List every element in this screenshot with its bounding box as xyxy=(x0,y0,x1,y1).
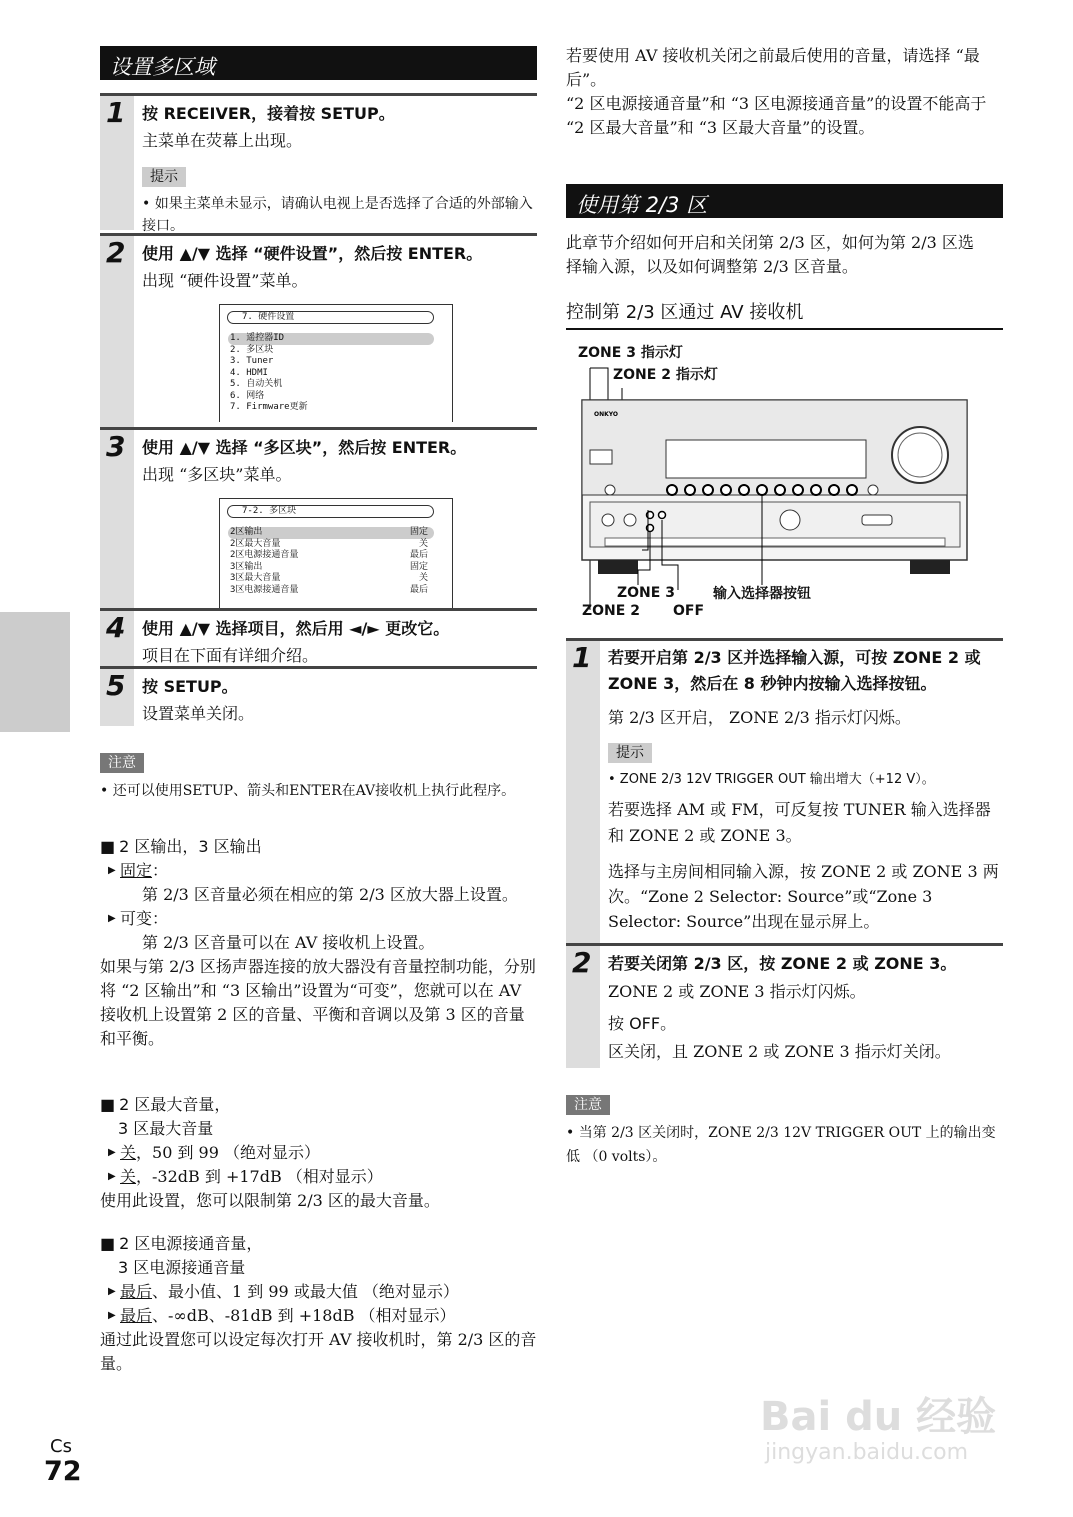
watermark-url: jingyan.baidu.com xyxy=(765,1440,969,1465)
setup-button xyxy=(868,485,878,495)
heading-power-on-volume: ■ 2 区电源接通音量， xyxy=(100,1232,537,1256)
tip-label: 提示 xyxy=(142,167,186,187)
knob-left xyxy=(602,514,614,526)
hardware-setup-menu xyxy=(219,304,453,422)
menu-item: 4. HDMI xyxy=(230,367,268,378)
menu-item: 1. 遥控器ID xyxy=(228,333,434,345)
step-heading: 按 OFF。 xyxy=(608,1014,677,1033)
section-title-multizone: 设置多区域 xyxy=(100,46,537,80)
volume-knob xyxy=(892,427,948,483)
hdmi-port xyxy=(862,515,892,525)
menu-item: 3区输出 固定 xyxy=(230,561,428,572)
zone-step-2 xyxy=(566,943,1003,1068)
menu-item: 2区输出 固定 xyxy=(228,527,434,539)
step-number: 5 xyxy=(106,669,126,702)
note-text: • 还可以使用SETUP、箭头和ENTER在AV接收机上执行此程序。 xyxy=(100,783,516,799)
step-paragraph: 选择与主房间相同输入源，按 ZONE 2 或 ZONE 3 两次。“Zone 2 Selector: Source”或“Zone 3 Selector: Source”出现在显示屏上。 xyxy=(608,862,999,931)
step-2 xyxy=(100,233,537,427)
note-text: • 当第 2/3 区关闭时，ZONE 2/3 12V TRIGGER OUT 上的输出变低 （0 volts）。 xyxy=(566,1125,996,1165)
watermark-logo: Bai du 经验 xyxy=(760,1394,997,1440)
heading-zone-output: ■ 2 区输出，3 区输出 xyxy=(100,835,537,859)
menu-item: 2区电源接通音量 最后 xyxy=(230,550,428,560)
section-title-zone23: 使用第 2/3 区 xyxy=(566,184,1003,218)
callout-zone3: ZONE 3 xyxy=(617,585,675,601)
step-heading: 使用 ▲/▼ 选择 “硬件设置”，然后按 ENTER。 xyxy=(142,244,483,263)
menu-item: 3. Tuner xyxy=(230,356,274,366)
zone-output-paragraph: 如果与第 2/3 区扬声器连接的放大器没有音量控制功能，分别将 “2 区输出”和 “3 区输出”设置为“可变”，您就可以在 AV 接收机上设置第 2 区的音量、平衡和音调以及第 3 区的音量和平衡。 xyxy=(100,957,536,1048)
receiver-front-panel-diagram xyxy=(570,360,990,620)
step-paragraph: 若要选择 AM 或 FM，可反复按 TUNER 输入选择器和 ZONE 2 或 ZONE 3。 xyxy=(608,800,991,845)
subheading-control: 控制第 2/3 区通过 AV 接收机 xyxy=(566,298,1003,330)
menu-item: 2. 多区块 xyxy=(230,344,274,355)
step-text: ZONE 2 或 ZONE 3 指示灯闪烁。 xyxy=(608,982,866,1001)
step-text: 区关闭，且 ZONE 2 或 ZONE 3 指示灯关闭。 xyxy=(608,1042,951,1061)
left-foot xyxy=(598,560,638,574)
off-button xyxy=(659,512,666,519)
option-max-rel: ▶ 关，-32dB 到 +17dB （相对显示） xyxy=(100,1165,537,1189)
callout-zone3-led: ZONE 3 指示灯 xyxy=(578,345,683,361)
step-heading: 按 SETUP。 xyxy=(142,677,238,696)
bottom-strip xyxy=(605,538,945,546)
menu-item: 3区最大音量 关 xyxy=(230,573,428,583)
step-text: 第 2/3 区开启， ZONE 2/3 指示灯闪烁。 xyxy=(608,708,911,727)
menu-item: 7. Firmware更新 xyxy=(230,402,308,412)
step-number: 3 xyxy=(106,430,126,463)
page-number: 72 xyxy=(44,1456,82,1487)
heading-max-volume-2: 3 区最大音量 xyxy=(118,1119,214,1138)
step-number: 2 xyxy=(572,946,592,979)
power-on-volume-paragraph: 通过此设置您可以设定每次打开 AV 接收机时，第 2/3 区的音量。 xyxy=(100,1330,537,1373)
menu-title: 7-2. 多区块 xyxy=(227,505,434,518)
right-foot xyxy=(910,560,950,574)
note-label: 注意 xyxy=(100,753,144,773)
intro-paragraph: 此章节介绍如何开启和关闭第 2/3 区，如何为第 2/3 区选择输入源，以及如何调整第 2/3 区音量。 xyxy=(566,233,974,276)
option-fixed: ▶ 固定： xyxy=(100,859,537,883)
power-button xyxy=(605,485,615,495)
page-side-tab xyxy=(0,612,70,732)
tip-text: • 如果主菜单未显示，请确认电视上是否选择了合适的外部输入接口。 xyxy=(142,196,533,234)
menu-item: 5. 自动关机 xyxy=(230,379,283,389)
option-power-rel: ▶ 最后、-∞dB、-81dB 到 +18dB （相对显示） xyxy=(100,1304,537,1328)
max-volume-paragraph: 使用此设置，您可以限制第 2/3 区的最大音量。 xyxy=(100,1191,440,1210)
callout-off: OFF xyxy=(673,603,705,619)
heading-power-on-volume-2: 3 区电源接通音量 xyxy=(118,1258,246,1277)
display-window xyxy=(666,440,866,478)
step-text: 设置菜单关闭。 xyxy=(142,704,255,723)
step-text: 出现 “多区块”菜单。 xyxy=(142,465,292,484)
callout-zone2-led: ZONE 2 指示灯 xyxy=(613,367,718,383)
step-number: 1 xyxy=(572,641,592,674)
cursor-pad xyxy=(780,510,800,530)
brand-logo: ONKYO xyxy=(594,411,619,418)
callout-input-selector: 输入选择器按钮 xyxy=(713,586,811,602)
multizone-menu xyxy=(219,498,453,608)
option-variable-desc: 第 2/3 区音量可以在 AV 接收机上设置。 xyxy=(142,933,435,952)
step-4 xyxy=(100,608,537,666)
step-number: 4 xyxy=(106,611,126,644)
menu-title: 7. 硬件设置 xyxy=(227,311,434,324)
option-fixed-desc: 第 2/3 区音量必须在相应的第 2/3 区放大器上设置。 xyxy=(142,885,518,904)
step-text: 出现 “硬件设置”菜单。 xyxy=(142,271,308,290)
option-power-abs: ▶ 最后、最小值、1 到 99 或最大值 （绝对显示） xyxy=(100,1280,537,1304)
step-text: 主菜单在荧幕上出现。 xyxy=(142,131,303,150)
option-variable: ▶ 可变： xyxy=(100,907,537,931)
step-3 xyxy=(100,427,537,609)
zone-led-window xyxy=(590,450,612,464)
step-heading: 使用 ▲/▼ 选择 “多区块”，然后按 ENTER。 xyxy=(142,438,467,457)
menu-item: 3区电源接通音量 最后 xyxy=(230,584,428,595)
step-number: 1 xyxy=(106,96,126,129)
step-heading: 若要关闭第 2/3 区，按 ZONE 2 或 ZONE 3。 xyxy=(608,954,957,973)
step-1 xyxy=(100,93,537,234)
menu-item: 2区最大音量 关 xyxy=(230,538,428,549)
callout-zone2: ZONE 2 xyxy=(582,603,640,619)
heading-max-volume: ■ 2 区最大音量， xyxy=(100,1093,537,1117)
right-top-paragraph-2: “2 区电源接通音量”和 “3 区电源接通音量”的设置不能高于 “2 区最大音量”和 “3 区最大音量”的设置。 xyxy=(566,94,987,137)
tip-label: 提示 xyxy=(608,743,652,763)
menu-item: 6. 网络 xyxy=(230,390,265,401)
step-text: 项目在下面有详细介绍。 xyxy=(142,646,319,665)
step-5 xyxy=(100,666,537,726)
option-max-abs: ▶ 关，50 到 99 （绝对显示） xyxy=(100,1141,537,1165)
right-top-paragraph-1: 若要使用 AV 接收机关闭之前最后使用的音量，请选择 “最后”。 xyxy=(566,46,980,89)
step-heading: 使用 ▲/▼ 选择项目，然后用 ◄/► 更改它。 xyxy=(142,619,450,638)
language-code: Cs xyxy=(50,1436,72,1457)
step-number: 2 xyxy=(106,236,126,269)
knob-left-2 xyxy=(624,514,636,526)
note-label: 注意 xyxy=(566,1095,610,1115)
zone-step-1 xyxy=(566,638,1003,943)
step-heading: 按 RECEIVER，接着按 SETUP。 xyxy=(142,104,395,123)
step-heading: 若要开启第 2/3 区并选择输入源，可按 ZONE 2 或 ZONE 3，然后在 8 秒钟内按输入选择按钮。 xyxy=(608,648,981,693)
tip-text: • ZONE 2/3 12V TRIGGER OUT 输出增大（+12 V）。 xyxy=(608,772,935,787)
